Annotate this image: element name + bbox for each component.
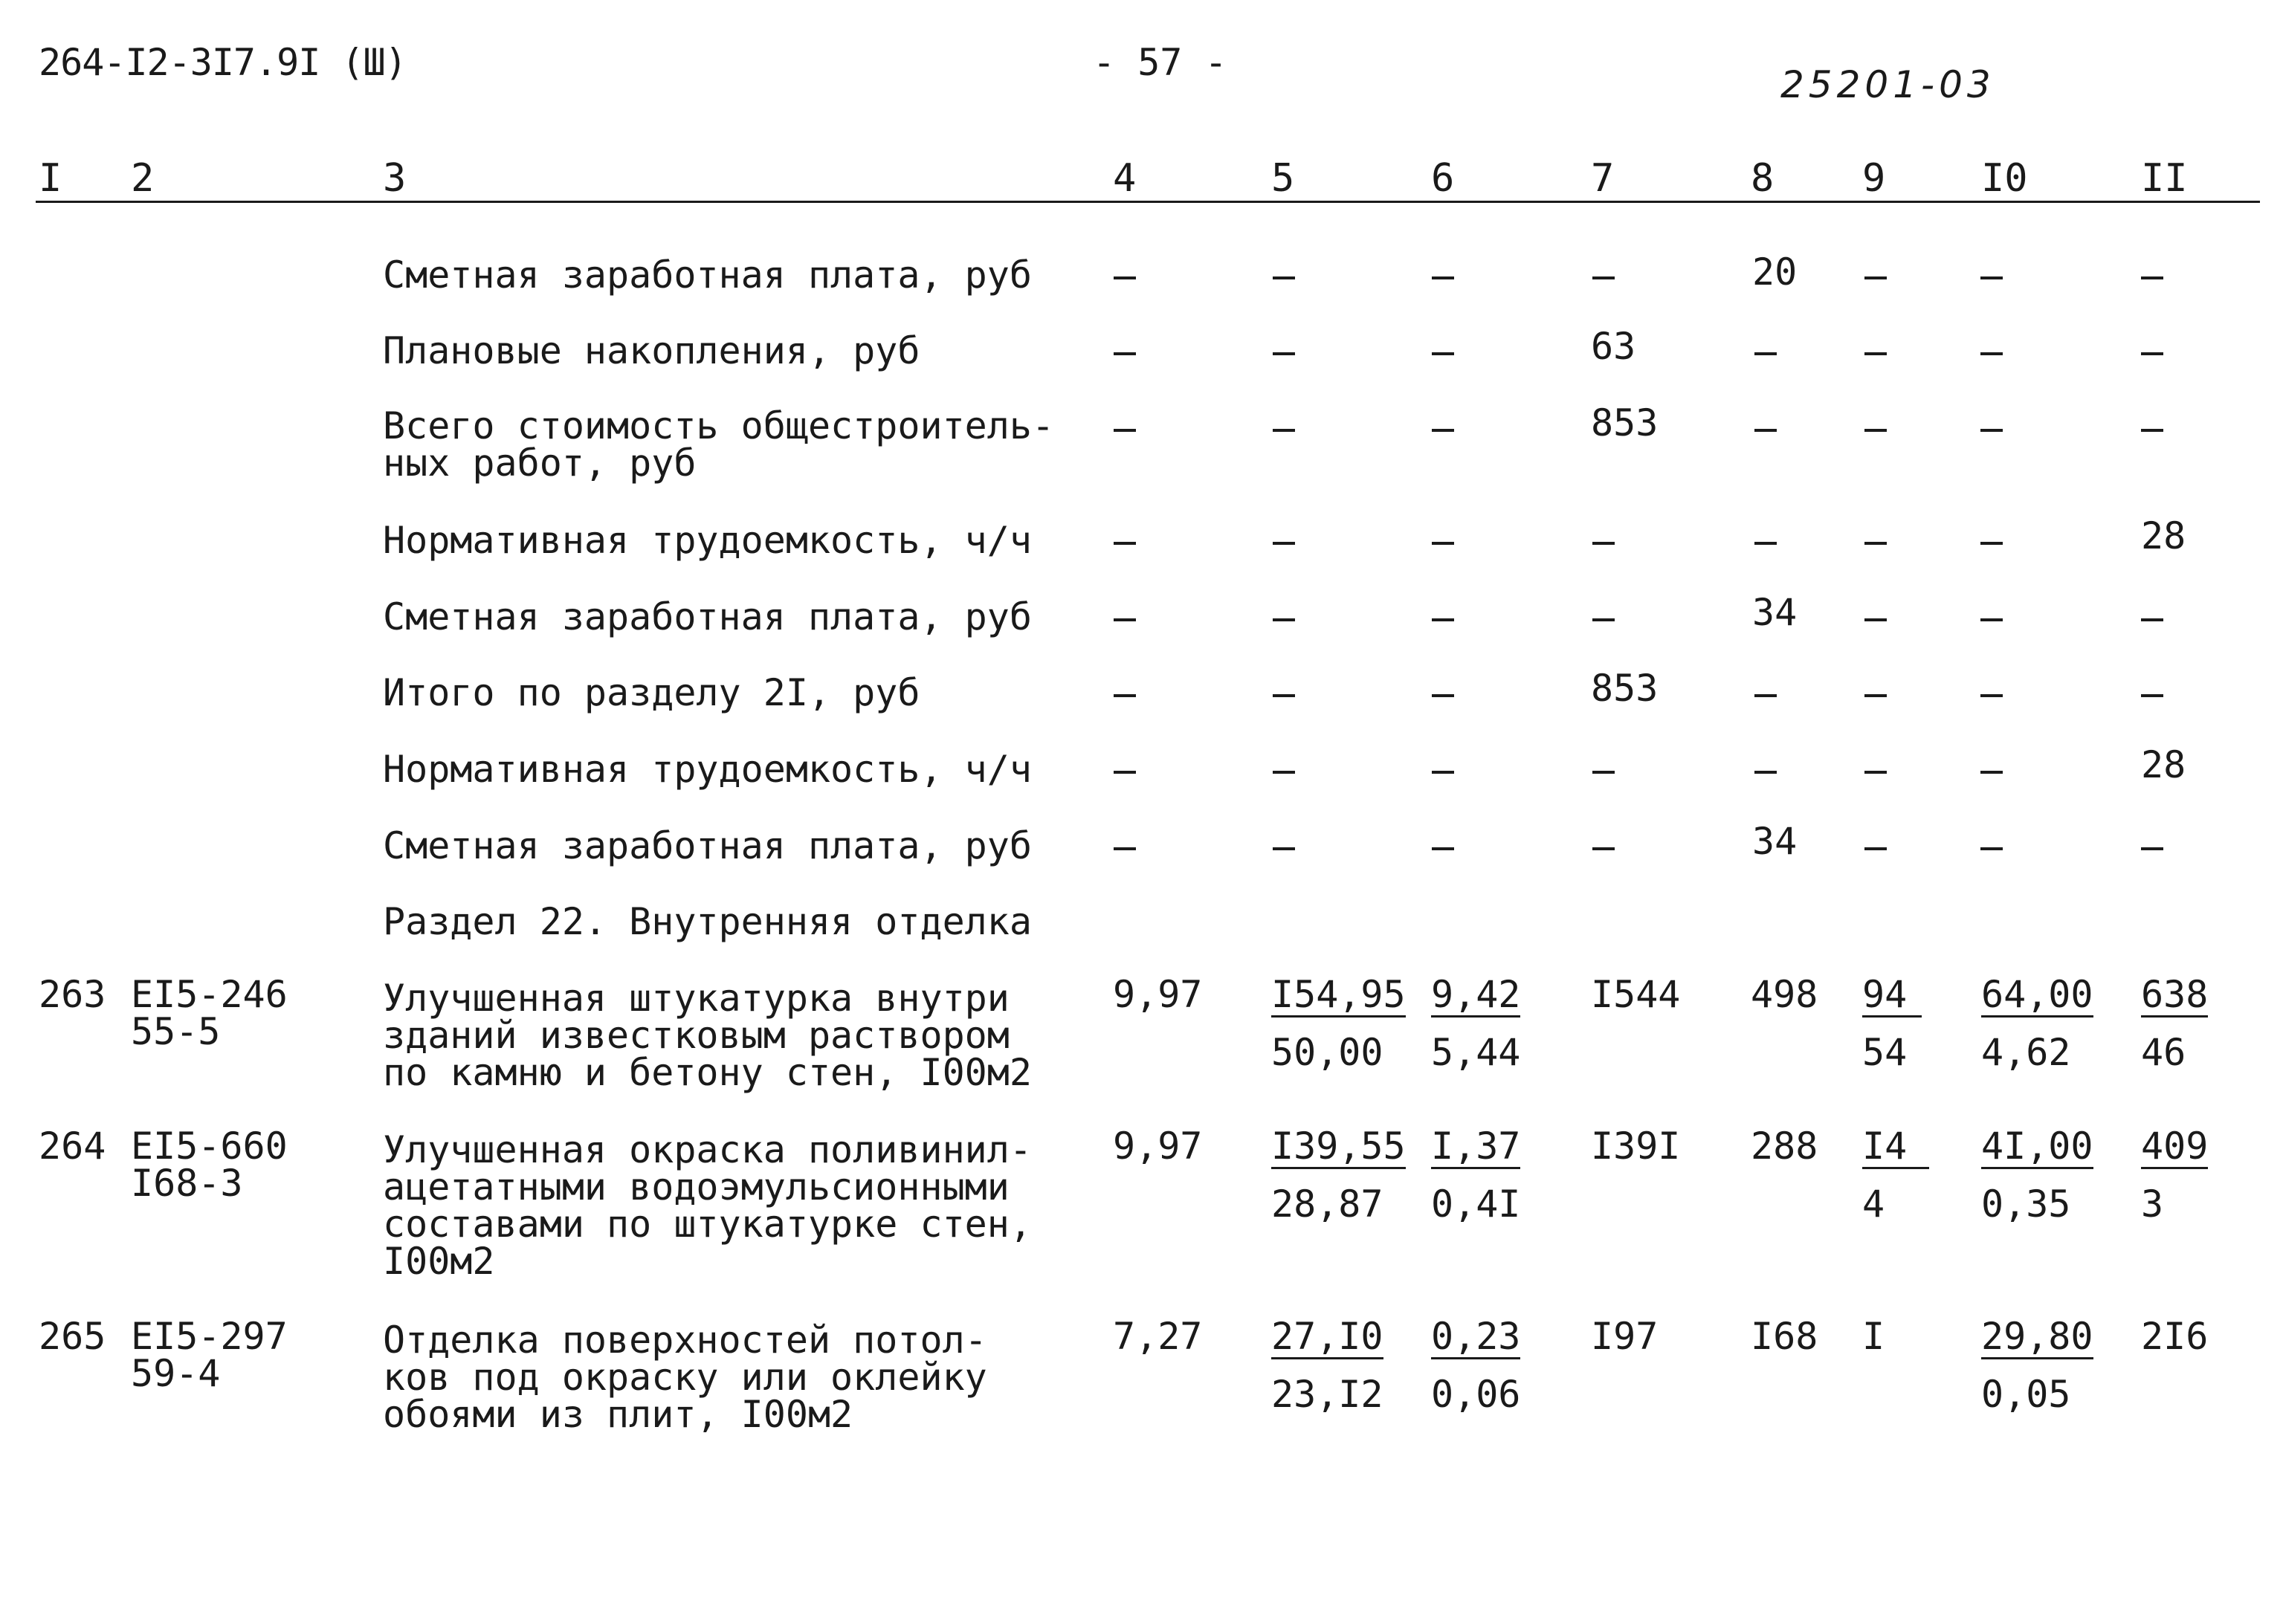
item-desc-line: составами по штукатурке стен, <box>383 1203 1032 1246</box>
summary-value-c7: 853 <box>1591 401 1659 444</box>
item-c10-top: 29,80 <box>1981 1315 2093 1358</box>
document-code: 264-I2-3I7.9I (Ш) <box>39 41 407 84</box>
dash <box>1273 694 1295 697</box>
item-c7: I544 <box>1591 973 1681 1016</box>
dash <box>1114 352 1136 355</box>
dash <box>1114 542 1136 545</box>
item-number: 264 <box>39 1125 106 1168</box>
item-c5-bottom: 50,00 <box>1271 1031 1383 1074</box>
dash <box>1114 847 1136 850</box>
item-desc-line: I00м2 <box>383 1240 495 1283</box>
item-c11-top: 409 <box>2141 1125 2209 1168</box>
dash <box>2141 618 2163 621</box>
item-c8: I68 <box>1751 1315 1818 1358</box>
item-code-line1: EI5-246 <box>131 973 288 1016</box>
item-desc-line: по камню и бетону стен, I00м2 <box>383 1051 1032 1094</box>
summary-label-line2: ных работ, руб <box>383 441 697 485</box>
dash <box>1980 352 2003 355</box>
section-title: Раздел 22. Внутренняя отделка <box>383 900 1032 943</box>
item-desc-line: Отделка поверхностей потол- <box>383 1319 987 1362</box>
dash <box>1273 847 1295 850</box>
dash <box>1980 618 2003 621</box>
dash <box>1114 694 1136 697</box>
dash <box>1273 429 1295 432</box>
item-c11: 2I6 <box>2141 1315 2209 1358</box>
item-desc-line: ков под окраску или оклейку <box>383 1356 987 1399</box>
column-number-11: II <box>2141 156 2188 201</box>
dash <box>1864 542 1887 545</box>
item-c9-bottom: 54 <box>1862 1031 1908 1074</box>
dash <box>1754 542 1777 545</box>
item-c11-top: 638 <box>2141 973 2209 1016</box>
column-number-2: 2 <box>131 156 155 201</box>
item-c9-top: I4 <box>1862 1127 1929 1169</box>
dash <box>1864 771 1887 774</box>
summary-label: Сметная заработная плата, руб <box>383 824 1032 867</box>
item-c5-top: 27,I0 <box>1271 1315 1383 1358</box>
summary-label: Сметная заработная плата, руб <box>383 595 1032 638</box>
dash <box>1592 542 1615 545</box>
dash <box>2141 847 2163 850</box>
item-number: 265 <box>39 1315 106 1358</box>
page-number: - 57 - <box>1093 41 1227 84</box>
dash <box>1273 618 1295 621</box>
summary-value-c8: 20 <box>1752 250 1798 294</box>
dash <box>1592 847 1615 850</box>
item-desc-line: ацетатными водоэмульсионными <box>383 1165 1010 1209</box>
item-c5-bottom: 28,87 <box>1271 1183 1383 1226</box>
item-code-line2: I68-3 <box>131 1162 243 1205</box>
dash <box>1432 771 1454 774</box>
dash <box>1980 429 2003 432</box>
dash <box>2141 429 2163 432</box>
item-c8: 498 <box>1751 973 1818 1016</box>
dash <box>1432 276 1454 279</box>
item-c6-top: 9,42 <box>1431 973 1521 1016</box>
dash <box>1864 429 1887 432</box>
item-desc-line: обоями из плит, I00м2 <box>383 1393 853 1436</box>
column-number-3: 3 <box>383 156 407 201</box>
item-c5-top: I39,55 <box>1271 1125 1406 1168</box>
dash <box>1592 618 1615 621</box>
column-number-6: 6 <box>1431 156 1455 201</box>
dash <box>1980 694 2003 697</box>
column-number-8: 8 <box>1751 156 1775 201</box>
item-c10-bottom: 4,62 <box>1981 1031 2071 1074</box>
item-code-line1: EI5-660 <box>131 1125 288 1168</box>
dash <box>1273 352 1295 355</box>
dash <box>1114 618 1136 621</box>
dash <box>1273 771 1295 774</box>
dash <box>1114 429 1136 432</box>
dash <box>1980 771 2003 774</box>
item-c6-bottom: 5,44 <box>1431 1031 1521 1074</box>
item-c4: 7,27 <box>1113 1315 1203 1358</box>
dash <box>1980 847 2003 850</box>
dash <box>1754 429 1777 432</box>
dash <box>1114 771 1136 774</box>
item-c10-bottom: 0,05 <box>1981 1373 2071 1416</box>
item-c6-top: I,37 <box>1431 1125 1521 1168</box>
summary-label: Нормативная трудоемкость, ч/ч <box>383 748 1032 791</box>
column-number-10: I0 <box>1981 156 2028 201</box>
item-desc-line: зданий известковым раствором <box>383 1014 1010 1057</box>
dash <box>1864 847 1887 850</box>
item-c11-bottom: 3 <box>2141 1183 2164 1226</box>
dash <box>1864 694 1887 697</box>
summary-label: Итого по разделу 2I, руб <box>383 671 920 714</box>
dash <box>1980 276 2003 279</box>
column-number-5: 5 <box>1271 156 1295 201</box>
item-c10-top: 64,00 <box>1981 973 2093 1016</box>
dash <box>1754 771 1777 774</box>
dash <box>1592 276 1615 279</box>
summary-label: Плановые накопления, руб <box>383 329 920 372</box>
summary-value-c11: 28 <box>2141 514 2186 557</box>
dash <box>1432 847 1454 850</box>
summary-value-c8: 34 <box>1752 820 1798 863</box>
summary-label-line1: Всего стоимость общестроитель- <box>383 404 1055 447</box>
item-c8: 288 <box>1751 1125 1818 1168</box>
item-c10-top: 4I,00 <box>1981 1125 2093 1168</box>
column-number-7: 7 <box>1591 156 1615 201</box>
item-c7: I97 <box>1591 1315 1659 1358</box>
dash <box>2141 694 2163 697</box>
item-c4: 9,97 <box>1113 1125 1203 1168</box>
column-number-1: I <box>39 156 62 201</box>
item-c10-bottom: 0,35 <box>1981 1183 2071 1226</box>
dash <box>2141 276 2163 279</box>
column-number-9: 9 <box>1862 156 1886 201</box>
summary-value-c7: 853 <box>1591 667 1659 710</box>
dash <box>1864 276 1887 279</box>
item-desc-line: Улучшенная окраска поливинил- <box>383 1128 1032 1171</box>
item-c11-bottom: 46 <box>2141 1031 2186 1074</box>
item-c9-bottom: 4 <box>1862 1183 1885 1226</box>
item-c5-top: I54,95 <box>1271 973 1406 1016</box>
dash <box>1432 618 1454 621</box>
item-code-line1: EI5-297 <box>131 1315 288 1358</box>
item-number: 263 <box>39 973 106 1016</box>
dash <box>1864 618 1887 621</box>
summary-value-c11: 28 <box>2141 743 2186 786</box>
dash <box>1432 352 1454 355</box>
item-c6-bottom: 0,4I <box>1431 1183 1521 1226</box>
dash <box>1592 771 1615 774</box>
item-c7: I39I <box>1591 1125 1681 1168</box>
item-c5-bottom: 23,I2 <box>1271 1373 1383 1416</box>
summary-label: Нормативная трудоемкость, ч/ч <box>383 519 1032 562</box>
item-c9-top: 94 <box>1862 975 1922 1018</box>
dash <box>1754 694 1777 697</box>
item-code-line2: 55-5 <box>131 1010 221 1053</box>
dash <box>1273 542 1295 545</box>
dash <box>1432 694 1454 697</box>
dash <box>1980 542 2003 545</box>
dash <box>1114 276 1136 279</box>
column-number-4: 4 <box>1113 156 1137 201</box>
summary-value-c8: 34 <box>1752 591 1798 634</box>
item-code-line2: 59-4 <box>131 1352 221 1395</box>
item-c4: 9,97 <box>1113 973 1203 1016</box>
summary-value-c7: 63 <box>1591 325 1636 368</box>
item-c6-bottom: 0,06 <box>1431 1373 1521 1416</box>
handwritten-stamp: 25201-03 <box>1780 63 1995 106</box>
dash <box>1273 276 1295 279</box>
dash <box>1754 352 1777 355</box>
header-rule <box>36 201 2260 203</box>
summary-label: Сметная заработная плата, руб <box>383 253 1032 297</box>
dash <box>2141 352 2163 355</box>
dash <box>1432 429 1454 432</box>
item-c6-top: 0,23 <box>1431 1315 1521 1358</box>
dash <box>1864 352 1887 355</box>
dash <box>1432 542 1454 545</box>
item-desc-line: Улучшенная штукатурка внутри <box>383 977 1010 1020</box>
item-c9: I <box>1862 1315 1885 1358</box>
